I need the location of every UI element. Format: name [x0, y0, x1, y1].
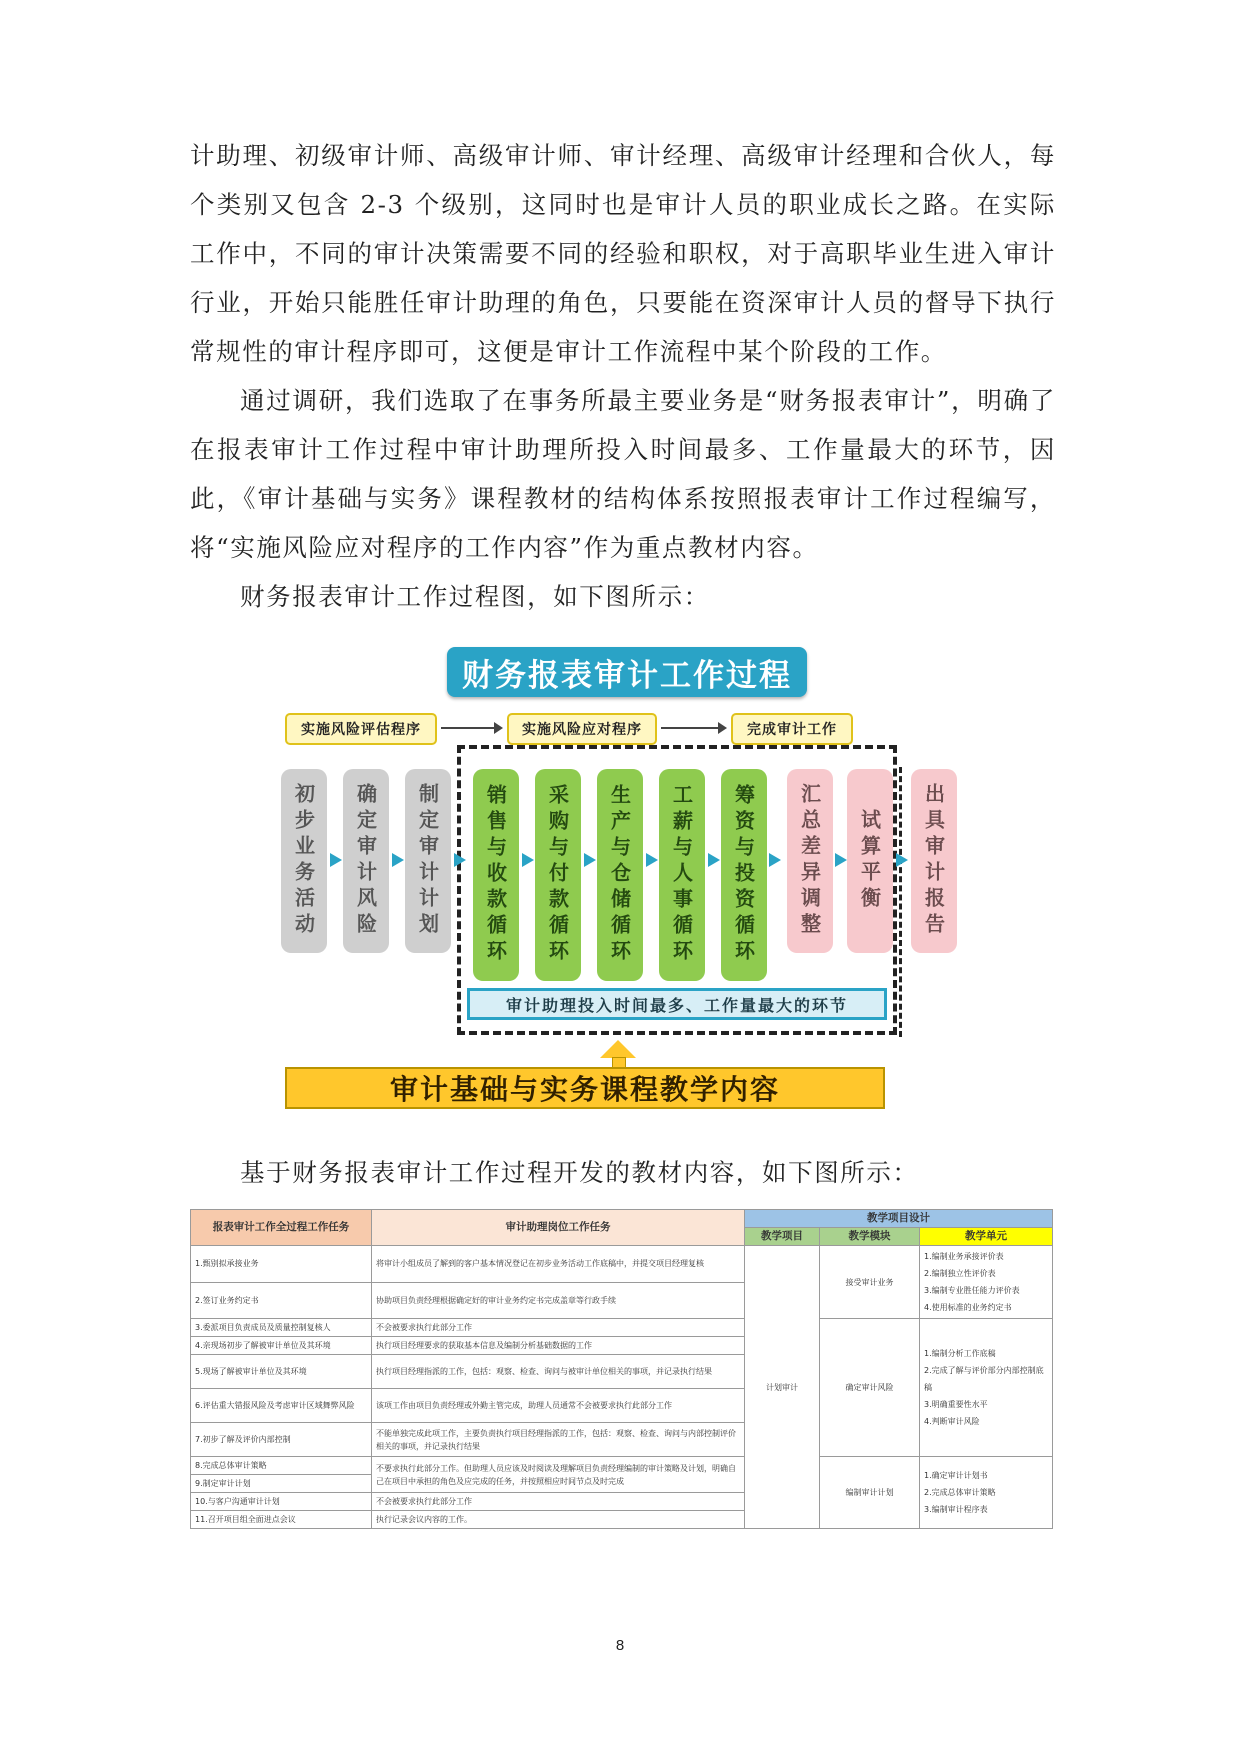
stage-risk-response: 实施风险应对程序: [507, 713, 657, 745]
step-arrow-icon: [454, 853, 466, 867]
stage-arrow-1: [441, 727, 501, 729]
step-arrow-icon: [646, 853, 658, 867]
assist-cell: 协助项目负责经理根据确定好的审计业务约定书完成盖章等行政手续: [372, 1282, 745, 1319]
teaching-content-table: [190, 1209, 1053, 1529]
step-trial-balance: 试算平衡: [847, 769, 893, 953]
assist-cell: 不能单独完成此项工作，主要负责执行项目经理指派的工作，包括：观察、检查、询问与内部控制评价相关的事项，并记录执行结果: [372, 1423, 745, 1457]
paragraph-1: 计助理、初级审计师、高级审计师、审计经理、高级审计经理和合伙人，每个类别又包含 2-3 个级别，这同时也是审计人员的职业成长之路。在实际工作中，不同的审计决策需要不同的经验和职权，对于高职毕业生进入审计行业，开始只能胜任审计助理的角色，只要能在资深审计人员的督导下执行常规性的审计程序即可，这便是审计工作流程中某个阶段的工作。: [190, 141, 1056, 366]
step-arrow-icon: [708, 853, 720, 867]
page-number: 8: [615, 1637, 625, 1654]
unit-item: 2.编制独立性评价表: [924, 1269, 996, 1278]
step-arrow-icon: [522, 853, 534, 867]
step-arrow-icon: [392, 853, 404, 867]
unit-item: 1.编制业务承接评价表: [924, 1252, 1004, 1261]
unit-item: 2.完成了解与评价部分内部控制底稿: [924, 1366, 1044, 1392]
unit-item: 2.完成总体审计策略: [924, 1488, 996, 1497]
module-cell: 编制审计计划: [820, 1457, 920, 1529]
project-cell: 计划审计: [745, 1246, 820, 1529]
paragraph-2: 通过调研，我们选取了在事务所最主要业务是“财务报表审计”，明确了在报表审计工作过程中审计助理所投入时间最多、工作量最大的环节，因此，《审计基础与实务》课程教材的结构体系按照报表审计工作过程编写，将“实施风险应对程序的工作内容”作为重点教材内容。: [190, 386, 1056, 562]
task-cell: 2.签订业务约定书: [191, 1282, 372, 1319]
unit-item: 4.判断审计风险: [924, 1417, 980, 1426]
unit-item: 1.编制分析工作底稿: [924, 1349, 996, 1358]
step-payroll-cycle: 工薪与人事循环: [659, 769, 705, 981]
diagram-title: 财务报表审计工作过程: [447, 647, 807, 697]
step-arrow-icon: [835, 853, 847, 867]
stage-risk-assessment: 实施风险评估程序: [285, 713, 437, 745]
unit-item: 3.明确重要性水平: [924, 1400, 988, 1409]
step-audit-plan: 制定审计计划: [405, 769, 451, 953]
units-cell: [920, 1319, 1053, 1457]
units-cell: [920, 1457, 1053, 1529]
task-cell: 4.亲现场初步了解被审计单位及其环境: [191, 1337, 372, 1355]
caption-2-text: 基于财务报表审计工作过程开发的教材内容，如下图所示：: [240, 1158, 919, 1187]
step-sales-cycle: 销售与收款循环: [473, 769, 519, 981]
task-cell: 7.初步了解及评价内部控制: [191, 1423, 372, 1457]
assist-cell: 执行项目经理要求的获取基本信息及编制分析基础数据的工作: [372, 1337, 745, 1355]
header-audit-task: 报表审计工作全过程工作任务: [191, 1210, 372, 1246]
task-cell: 8.完成总体审计策略: [191, 1457, 372, 1475]
unit-item: 1.确定审计计划书: [924, 1471, 988, 1480]
assist-cell: 不会被要求执行此部分工作: [372, 1493, 745, 1511]
task-cell: 9.制定审计计划: [191, 1475, 372, 1493]
unit-item: 3.编制审计程序表: [924, 1505, 988, 1514]
assist-cell: 执行记录会议内容的工作。: [372, 1511, 745, 1529]
module-cell: 确定审计风险: [820, 1319, 920, 1457]
body-text: [190, 131, 1056, 621]
task-cell: 10.与客户沟通审计计划: [191, 1493, 372, 1511]
step-purchase-cycle: 采购与付款循环: [535, 769, 581, 981]
caption-2: [190, 1148, 1056, 1197]
header-teaching-unit: 教学单元: [920, 1228, 1053, 1246]
step-arrow-icon: [330, 853, 342, 867]
task-cell: 6.评估重大错报风险及考虑审计区域舞弊风险: [191, 1389, 372, 1423]
step-arrow-icon: [584, 853, 596, 867]
assist-cell: 将审计小组成员了解到的客户基本情况登记在初步业务活动工作底稿中，并提交项目经理复核: [372, 1246, 745, 1283]
step-summary-adjustment: 汇总差异调整: [787, 769, 833, 953]
step-arrow-icon: [769, 853, 781, 867]
module-cell: 接受审计业务: [820, 1246, 920, 1319]
step-arrow-icon: [896, 853, 908, 867]
stage-arrow-2: [661, 727, 725, 729]
step-determine-risk: 确定审计风险: [343, 769, 389, 953]
step-financing-cycle: 筹资与投资循环: [721, 769, 767, 981]
up-arrow-icon: [600, 1040, 636, 1058]
assist-cell: 该项工作由项目负责经理或外勤主管完成，助理人员通常不会被要求执行此部分工作: [372, 1389, 745, 1423]
assist-cell: 执行项目经理指派的工作，包括：观察、检查、询问与被审计单位相关的事项，并记录执行结果: [372, 1355, 745, 1389]
task-cell: 5.现场了解被审计单位及其环境: [191, 1355, 372, 1389]
stage-complete-audit: 完成审计工作: [731, 713, 853, 745]
course-content-box: 审计基础与实务课程教学内容: [285, 1067, 885, 1109]
completion-divider: [899, 767, 902, 1037]
header-teaching-project: 教学项目: [745, 1228, 820, 1246]
task-cell: 1.甄别拟承接业务: [191, 1246, 372, 1283]
step-production-cycle: 生产与仓储循环: [597, 769, 643, 981]
header-assistant-task: 审计助理岗位工作任务: [372, 1210, 745, 1246]
header-teaching-design: 教学项目设计: [745, 1210, 1053, 1228]
header-teaching-module: 教学模块: [820, 1228, 920, 1246]
paragraph-3: 财务报表审计工作过程图，如下图所示：: [240, 582, 710, 611]
assistant-focus-banner: 审计助理投入时间最多、工作量最大的环节: [467, 988, 887, 1020]
audit-process-diagram: [285, 645, 967, 1115]
assist-cell: 不会被要求执行此部分工作: [372, 1319, 745, 1337]
unit-item: 4.使用标准的业务约定书: [924, 1303, 1012, 1312]
step-audit-report: 出具审计报告: [911, 769, 957, 953]
step-preliminary-activities: 初步业务活动: [281, 769, 327, 953]
unit-item: 3.编制专业胜任能力评价表: [924, 1286, 1020, 1295]
task-cell: 3.委派项目负责成员及质量控制复核人: [191, 1319, 372, 1337]
units-cell: [920, 1246, 1053, 1319]
task-cell: 11.召开项目组全面进点会议: [191, 1511, 372, 1529]
assist-cell: 不要求执行此部分工作。但助理人员应该及时阅读及理解项目负责经理编制的审计策略及计划，明确自己在项目中承担的角色及应完成的任务，并按照相应时间节点及时完成: [372, 1457, 745, 1493]
